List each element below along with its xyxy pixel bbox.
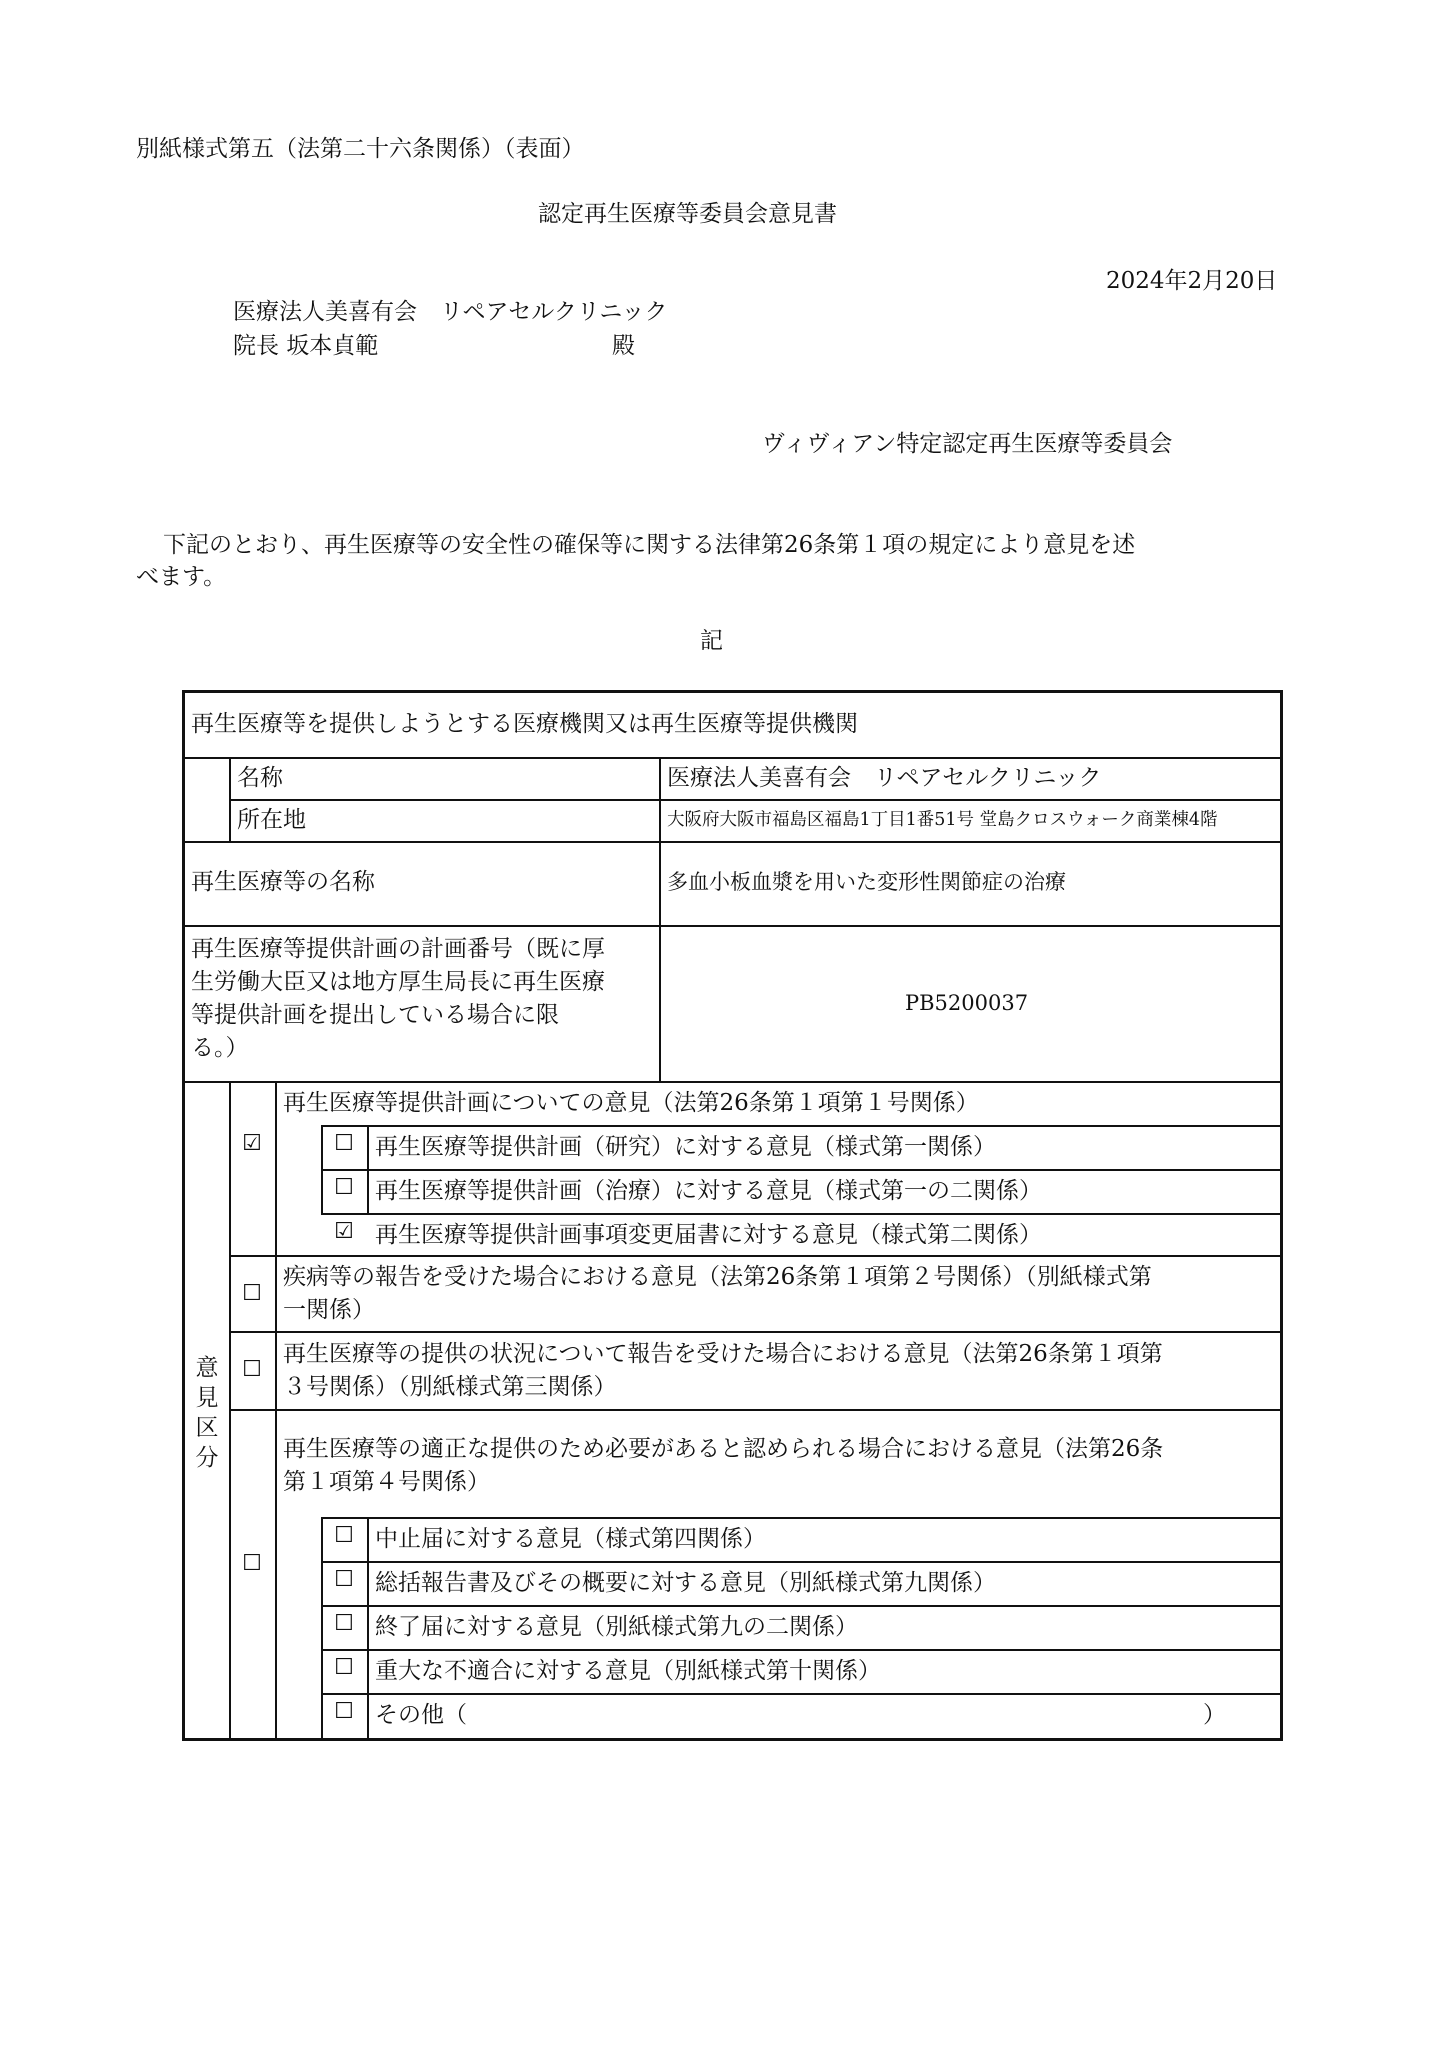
sec4-line-1: 再生医療等の適正な提供のため必要があると認められる場合における意見（法第26条: [283, 1436, 1164, 1462]
sec1-item2-label: 再生医療等提供計画（治療）に対する意見（様式第一の二関係）: [375, 1178, 1042, 1204]
category-label-char: 区: [195, 1415, 219, 1441]
category-label: [193, 1353, 221, 1473]
sec1-checkbox[interactable]: ☑: [242, 1131, 262, 1156]
sec2-line-1: 疾病等の報告を受けた場合における意見（法第26条第１項第２号関係）（別紙様式第: [283, 1264, 1152, 1290]
address-label: 所在地: [237, 807, 306, 833]
opinion-table: [182, 690, 1283, 1741]
name-label: 名称: [237, 765, 283, 791]
body-text-line-1: 下記のとおり、再生医療等の安全性の確保等に関する法律第26条第１項の規定により意見を述: [163, 532, 1136, 558]
addressee-organization: 医療法人美喜有会 リペアセルクリニック: [233, 299, 668, 325]
plan-number-label-line: 生労働大臣又は地方厚生局長に再生医療: [191, 969, 605, 995]
sec4-other-close-paren: ）: [1203, 1702, 1226, 1728]
therapy-name-value: 多血小板血漿を用いた変形性関節症の治療: [667, 870, 1066, 894]
sec4-item2-checkbox[interactable]: ☐: [334, 1567, 354, 1592]
sec1-item3-label: 再生医療等提供計画事項変更届書に対する意見（様式第二関係）: [375, 1222, 1042, 1248]
category-label-char: 意: [195, 1355, 219, 1381]
provider-heading: 再生医療等を提供しようとする医療機関又は再生医療等提供機関: [191, 711, 858, 737]
plan-number-label-line: 等提供計画を提出している場合に限: [191, 1002, 559, 1028]
name-value: 医療法人美喜有会 リペアセルクリニック: [667, 765, 1102, 791]
category-label-char: 分: [195, 1445, 219, 1471]
sec4-item1-checkbox[interactable]: ☐: [334, 1523, 354, 1548]
sec4-checkbox[interactable]: ☐: [242, 1551, 262, 1576]
form-reference: 別紙様式第五（法第二十六条関係）（表面）: [136, 136, 585, 162]
sec1-item1-label: 再生医療等提供計画（研究）に対する意見（様式第一関係）: [375, 1134, 996, 1160]
plan-number-label-line: 再生医療等提供計画の計画番号（既に厚: [191, 936, 605, 962]
sec4-item3-label: 終了届に対する意見（別紙様式第九の二関係）: [375, 1614, 858, 1640]
sec4-item4-checkbox[interactable]: ☐: [334, 1655, 354, 1680]
body-text-line-2: べます。: [136, 564, 227, 590]
category-label-char: 見: [195, 1385, 219, 1411]
sec4-item3-checkbox[interactable]: ☐: [334, 1611, 354, 1636]
sec1-item2-checkbox[interactable]: ☐: [334, 1175, 354, 1200]
plan-number-label-line: る。）: [191, 1035, 249, 1061]
addressee-person: 院長 坂本貞範: [233, 333, 379, 359]
sec4-item2-label: 総括報告書及びその概要に対する意見（別紙様式第九関係）: [375, 1570, 996, 1596]
sec3-line-1: 再生医療等の提供の状況について報告を受けた場合における意見（法第26条第１項第: [283, 1341, 1163, 1367]
sec4-other-checkbox[interactable]: ☐: [334, 1699, 354, 1724]
plan-number-value: PB5200037: [905, 991, 1029, 1015]
issue-date: 2024年2月20日: [1106, 268, 1278, 294]
therapy-name-label: 再生医療等の名称: [191, 869, 375, 895]
sec2-checkbox[interactable]: ☐: [242, 1281, 262, 1306]
address-value: 大阪府大阪市福島区福島1丁目1番51号 堂島クロスウォーク商業棟4階: [667, 810, 1218, 830]
honorific: 殿: [612, 333, 635, 359]
sec3-checkbox[interactable]: ☐: [242, 1357, 262, 1382]
sec4-item4-label: 重大な不適合に対する意見（別紙様式第十関係）: [375, 1658, 881, 1684]
sec1-item3-checkbox[interactable]: ☑: [334, 1219, 354, 1244]
sec4-other-label: その他（: [375, 1702, 467, 1728]
sec3-line-2: ３号関係）（別紙様式第三関係）: [283, 1374, 617, 1400]
sec1-item1-checkbox[interactable]: ☐: [334, 1131, 354, 1156]
document-title: 認定再生医療等委員会意見書: [538, 201, 837, 227]
plan-number-label: [191, 933, 605, 1065]
committee-name: ヴィヴィアン特定認定再生医療等委員会: [762, 431, 1173, 457]
sec4-item1-label: 中止届に対する意見（様式第四関係）: [375, 1526, 766, 1552]
sec2-line-2: 一関係）: [283, 1297, 375, 1323]
ki-heading: 記: [700, 628, 723, 654]
sec1-title: 再生医療等提供計画についての意見（法第26条第１項第１号関係）: [283, 1090, 979, 1116]
sec4-line-2: 第１項第４号関係）: [283, 1469, 490, 1495]
